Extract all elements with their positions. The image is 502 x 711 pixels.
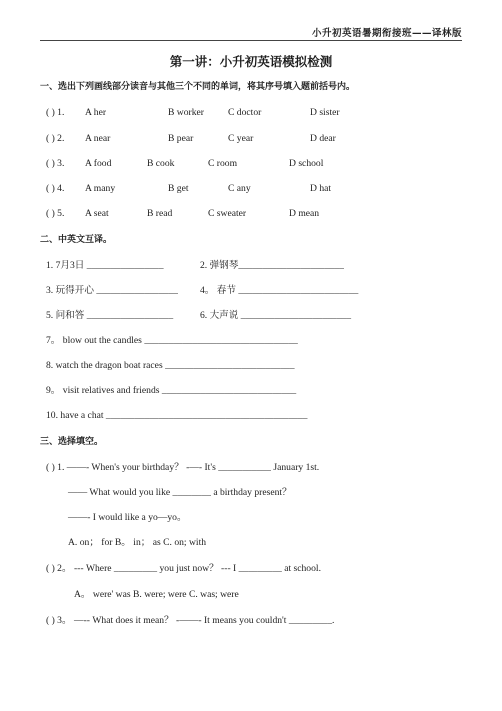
translation-3: 3. 玩得开心 _________________ (46, 285, 178, 296)
option-c: C sweater (208, 208, 247, 219)
choice-2-options: A。 were' was B. were; were C. was; were (74, 589, 239, 600)
option-d: D mean (289, 208, 320, 219)
option-d: D hat (310, 183, 332, 194)
section3-heading: 三、选择填空。 (40, 437, 104, 447)
option-b: B read (147, 208, 173, 219)
translation-10: 10. have a chat __________________________________________ (46, 410, 308, 421)
translation-4: 4。 春节 _________________________ (200, 285, 359, 296)
header-text: 小升初英语暑期衔接班——译林版 (311, 28, 462, 39)
translation-8: 8. watch the dragon boat races ___________________________ (46, 360, 295, 371)
option-c: C room (208, 158, 238, 169)
option-a: A food (85, 158, 112, 169)
item-number: ( ) 2. (46, 133, 65, 144)
option-b: B get (168, 183, 189, 194)
section2-heading: 二、中英文互译。 (40, 235, 113, 245)
option-a: A many (85, 183, 116, 194)
option-c: C any (228, 183, 251, 194)
option-b: B worker (168, 107, 204, 118)
translation-6: 6. 大声说 _______________________ (200, 310, 352, 321)
choice-1-options: A. on； for B。 in； as C. on; with (68, 537, 207, 548)
section1-heading: 一、选出下列画线部分读音与其他三个不同的单词，将其序号填入题前括号内。 (40, 82, 356, 92)
choice-3-question: ( ) 3。 —-- What does it mean？ -——- It means you couldn't _________. (46, 615, 335, 626)
item-number: ( ) 1. (46, 107, 65, 118)
choice-1-line-3: ——- I would like a yo—yo。 (68, 512, 187, 523)
item-number: ( ) 3. (46, 158, 65, 169)
option-a: A near (85, 133, 111, 144)
translation-2: 2. 弹钢琴______________________ (200, 260, 344, 271)
translation-1: 1. 7月3日 ________________ (46, 260, 164, 271)
option-c: C doctor (228, 107, 262, 118)
translation-9: 9。 visit relatives and friends ____________________________ (46, 385, 297, 396)
translation-7: 7。 blow out the candles ________________________________ (46, 335, 298, 346)
option-a: A her (85, 107, 107, 118)
choice-1-line-2: —— What would you like ________ a birthday present？ (68, 487, 292, 498)
page-title: 第一讲：小升初英语模拟检测 (169, 55, 333, 69)
page-header (40, 22, 462, 41)
translation-5: 5. 问和答 __________________ (46, 310, 174, 321)
option-b: B pear (168, 133, 194, 144)
option-d: D dear (310, 133, 336, 144)
item-number: ( ) 4. (46, 183, 65, 194)
choice-1-question: ( ) 1. ——- When's your birthday？ -—- It's ___________ January 1st. (46, 462, 320, 473)
option-c: C year (228, 133, 254, 144)
item-number: ( ) 5. (46, 208, 65, 219)
choice-2-question: ( ) 2。 --- Where _________ you just now？ --- I _________ at school. (46, 563, 321, 574)
option-d: D school (289, 158, 324, 169)
option-a: A seat (85, 208, 109, 219)
option-b: B cook (147, 158, 175, 169)
option-d: D sister (310, 107, 340, 118)
